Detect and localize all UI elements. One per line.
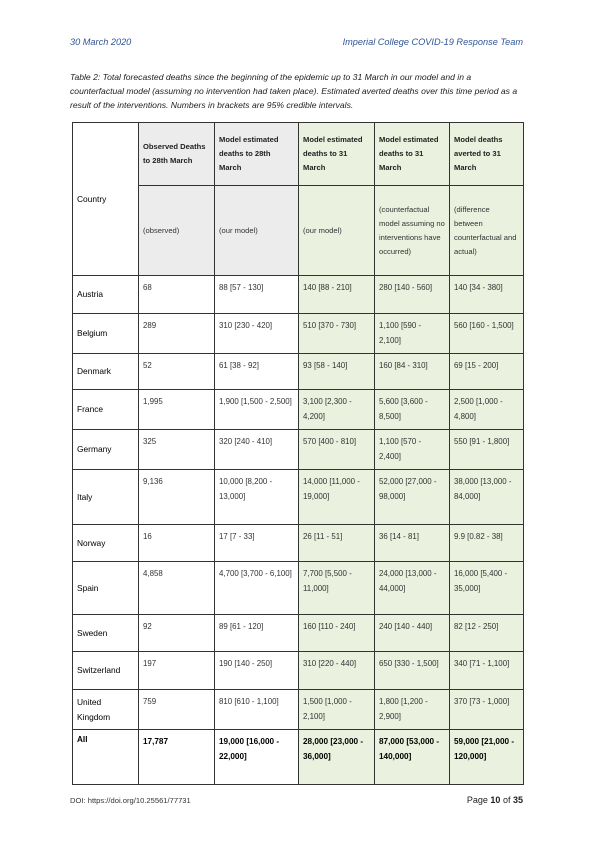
- country-cell: Sweden: [73, 615, 139, 652]
- value-cell: 197: [139, 652, 215, 690]
- value-cell: 68: [139, 276, 215, 314]
- column-header: Model estimated deaths to 31 March: [299, 123, 375, 186]
- total-row: [73, 730, 524, 785]
- page-header: [70, 37, 523, 51]
- value-cell: 650 [330 - 1,500]: [375, 652, 450, 690]
- value-cell: 16,000 [5,400 - 35,000]: [450, 562, 524, 615]
- doi-link[interactable]: DOI: https://doi.org/10.25561/77731: [70, 796, 191, 805]
- total-cell: 19,000 [16,000 - 22,000]: [215, 730, 299, 785]
- value-cell: 140 [34 - 380]: [450, 276, 524, 314]
- total-cell: 59,000 [21,000 - 120,000]: [450, 730, 524, 785]
- table-row: [73, 525, 524, 562]
- country-cell: Austria: [73, 276, 139, 314]
- header-row: [73, 123, 524, 186]
- value-cell: 10,000 [8,200 - 13,000]: [215, 470, 299, 525]
- total-pages: 35: [512, 795, 523, 805]
- country-cell: Germany: [73, 430, 139, 470]
- column-header: Model estimated deaths to 31 March: [375, 123, 450, 186]
- value-cell: 9,136: [139, 470, 215, 525]
- value-cell: 340 [71 - 1,100]: [450, 652, 524, 690]
- total-label: All: [73, 730, 139, 785]
- table-row: [73, 314, 524, 354]
- value-cell: 160 [110 - 240]: [299, 615, 375, 652]
- value-cell: 52,000 [27,000 - 98,000]: [375, 470, 450, 525]
- table-caption: Table 2: Total forecasted deaths since the beginning of the epidemic up to 31 March in our model and in a counterfactual model (assuming no intervention had taken place). Estimated averted deaths over this time period as a result of the interventions. Numbers in brackets are 95% credible intervals.: [70, 72, 518, 110]
- value-cell: 240 [140 - 440]: [375, 615, 450, 652]
- value-cell: 320 [240 - 410]: [215, 430, 299, 470]
- value-cell: 89 [61 - 120]: [215, 615, 299, 652]
- value-cell: 1,500 [1,000 - 2,100]: [299, 690, 375, 730]
- value-cell: 2,500 [1,000 - 4,800]: [450, 390, 524, 430]
- value-cell: 17 [7 - 33]: [215, 525, 299, 562]
- table-row: [73, 652, 524, 690]
- table-row: [73, 430, 524, 470]
- table-row: [73, 562, 524, 615]
- value-cell: 160 [84 - 310]: [375, 354, 450, 390]
- country-cell: Switzerland: [73, 652, 139, 690]
- country-cell: France: [73, 390, 139, 430]
- subheader-row: [73, 186, 524, 276]
- total-cell: 87,000 [53,000 - 140,000]: [375, 730, 450, 785]
- country-cell: Spain: [73, 562, 139, 615]
- value-cell: 140 [88 - 210]: [299, 276, 375, 314]
- value-cell: 810 [610 - 1,100]: [215, 690, 299, 730]
- value-cell: 310 [220 - 440]: [299, 652, 375, 690]
- value-cell: 5,600 [3,600 - 8,500]: [375, 390, 450, 430]
- value-cell: 38,000 [13,000 - 84,000]: [450, 470, 524, 525]
- value-cell: 1,100 [590 - 2,100]: [375, 314, 450, 354]
- value-cell: 9.9 [0.82 - 38]: [450, 525, 524, 562]
- column-subheader: (our model): [299, 186, 375, 276]
- value-cell: 550 [91 - 1,800]: [450, 430, 524, 470]
- value-cell: 4,858: [139, 562, 215, 615]
- country-cell: Denmark: [73, 354, 139, 390]
- column-header: Model deaths averted to 31 March: [450, 123, 524, 186]
- value-cell: 1,100 [570 - 2,400]: [375, 430, 450, 470]
- value-cell: 370 [73 - 1,000]: [450, 690, 524, 730]
- value-cell: 325: [139, 430, 215, 470]
- table-row: [73, 354, 524, 390]
- column-subheader: (our model): [215, 186, 299, 276]
- column-subheader: (difference between counterfactual and actual): [450, 186, 524, 276]
- deaths-table: [72, 122, 524, 785]
- value-cell: 560 [160 - 1,500]: [450, 314, 524, 354]
- country-cell: Norway: [73, 525, 139, 562]
- value-cell: 14,000 [11,000 - 19,000]: [299, 470, 375, 525]
- value-cell: 24,000 [13,000 - 44,000]: [375, 562, 450, 615]
- value-cell: 1,995: [139, 390, 215, 430]
- of-word: of: [502, 795, 511, 805]
- value-cell: 88 [57 - 130]: [215, 276, 299, 314]
- value-cell: 26 [11 - 51]: [299, 525, 375, 562]
- current-page: 10: [490, 795, 501, 805]
- value-cell: 93 [58 - 140]: [299, 354, 375, 390]
- table-row: [73, 690, 524, 730]
- total-cell: 28,000 [23,000 - 36,000]: [299, 730, 375, 785]
- value-cell: 16: [139, 525, 215, 562]
- country-cell: Belgium: [73, 314, 139, 354]
- table-row: [73, 276, 524, 314]
- page-word: Page: [466, 795, 488, 805]
- column-header: Observed Deaths to 28th March: [139, 123, 215, 186]
- country-cell: Italy: [73, 470, 139, 525]
- value-cell: 36 [14 - 81]: [375, 525, 450, 562]
- value-cell: 289: [139, 314, 215, 354]
- value-cell: 82 [12 - 250]: [450, 615, 524, 652]
- header-org: Imperial College COVID-19 Response Team: [342, 37, 523, 47]
- table-row: [73, 470, 524, 525]
- value-cell: 4,700 [3,700 - 6,100]: [215, 562, 299, 615]
- value-cell: 280 [140 - 560]: [375, 276, 450, 314]
- country-header: Country: [73, 123, 139, 276]
- column-header: Model estimated deaths to 28th March: [215, 123, 299, 186]
- country-cell: United Kingdom: [73, 690, 139, 730]
- column-subheader: (observed): [139, 186, 215, 276]
- value-cell: 92: [139, 615, 215, 652]
- value-cell: 61 [38 - 92]: [215, 354, 299, 390]
- value-cell: 52: [139, 354, 215, 390]
- value-cell: 310 [230 - 420]: [215, 314, 299, 354]
- value-cell: 190 [140 - 250]: [215, 652, 299, 690]
- column-subheader: (counterfactual model assuming no interventions have occurred): [375, 186, 450, 276]
- page-number: [467, 795, 523, 805]
- total-cell: 17,787: [139, 730, 215, 785]
- table-row: [73, 390, 524, 430]
- value-cell: 759: [139, 690, 215, 730]
- table-row: [73, 615, 524, 652]
- value-cell: 1,800 [1,200 - 2,900]: [375, 690, 450, 730]
- value-cell: 3,100 [2,300 - 4,200]: [299, 390, 375, 430]
- value-cell: 1,900 [1,500 - 2,500]: [215, 390, 299, 430]
- value-cell: 7,700 [5,500 - 11,000]: [299, 562, 375, 615]
- value-cell: 69 [15 - 200]: [450, 354, 524, 390]
- header-date: 30 March 2020: [70, 37, 132, 47]
- value-cell: 570 [400 - 810]: [299, 430, 375, 470]
- value-cell: 510 [370 - 730]: [299, 314, 375, 354]
